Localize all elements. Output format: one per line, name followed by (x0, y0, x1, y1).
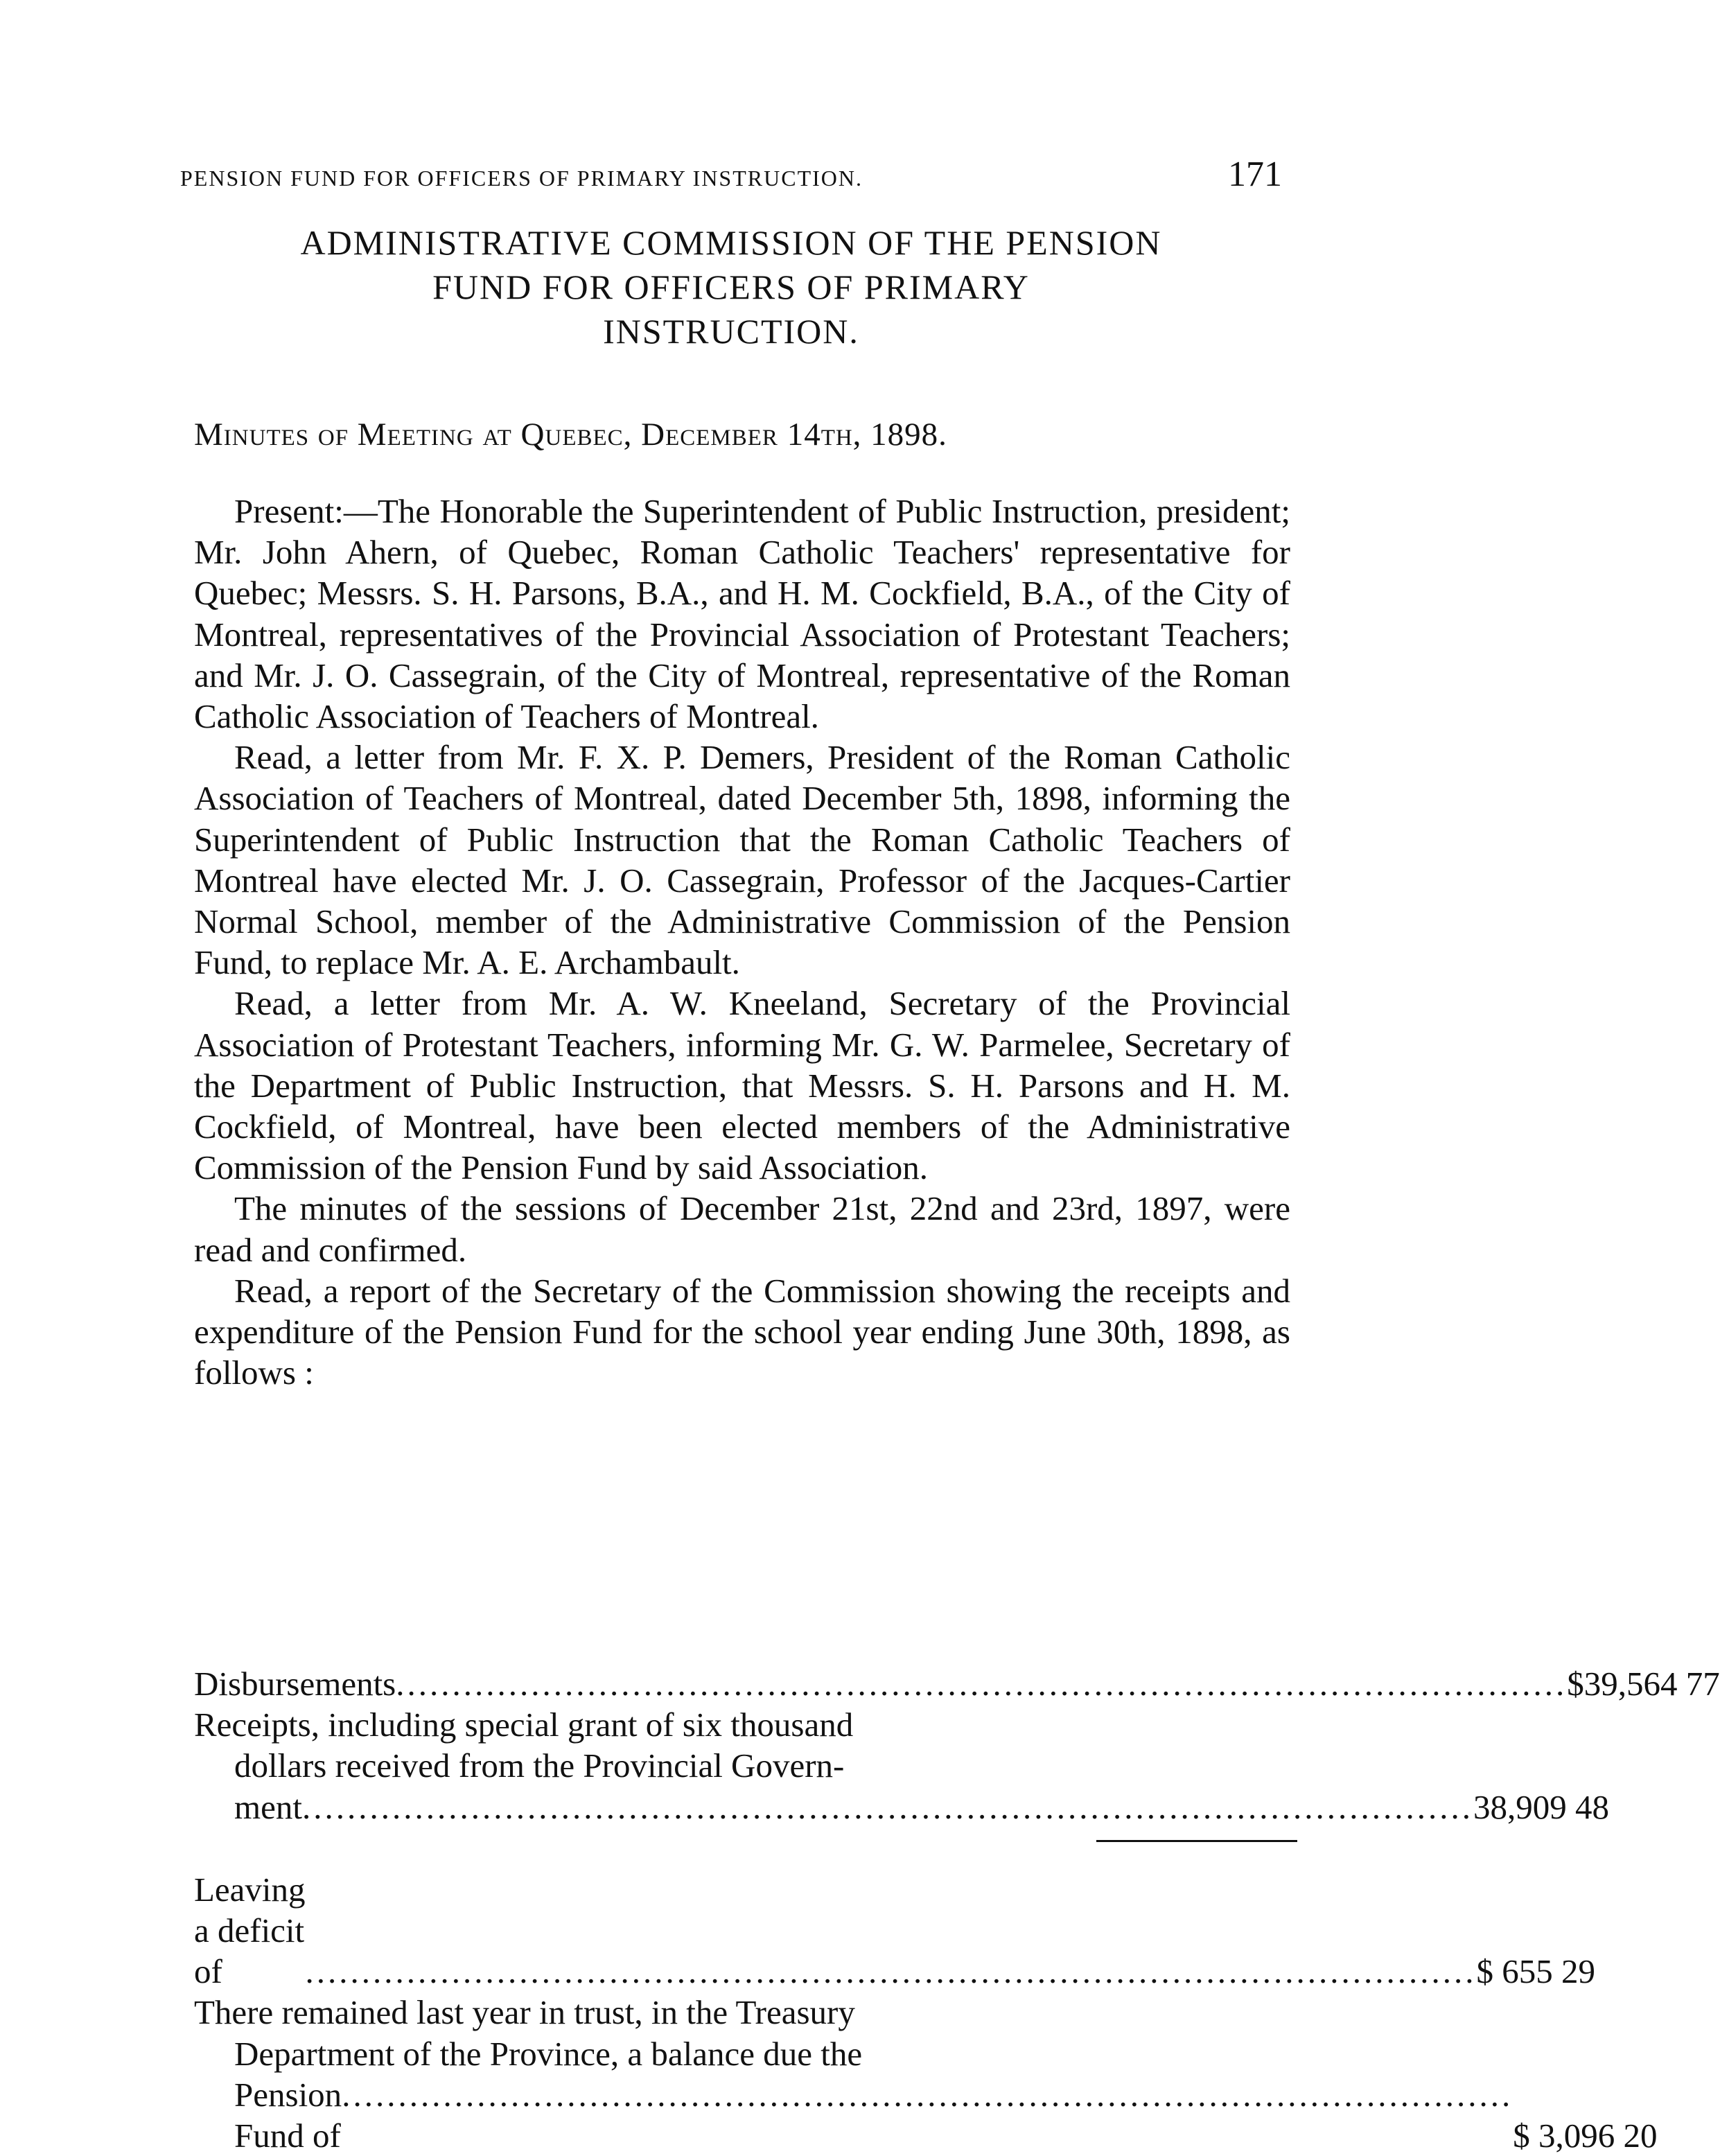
document-title (180, 220, 1282, 353)
sum-rule (1096, 1840, 1297, 1842)
ledger-label: Department of the Province, a balance due the (234, 2034, 863, 2073)
leader-dots: ........................................................................................................ (396, 1665, 1568, 1703)
paragraph-secretary-report: Read, a report of the Secretary of the Commission showing the receipts and expenditure of the Pension Fund for the school year ending June 30th, 1898, as follows : (194, 1271, 1290, 1392)
running-head-title: PENSION FUND FOR OFFICERS OF PRIMARY INSTRUCTION. (180, 166, 863, 191)
minutes-heading: Minutes of Meeting at Quebec, December 14th, 1898. (194, 417, 947, 453)
paragraph-minutes-confirmed: The minutes of the sessions of December 21st, 22nd and 23rd, 1897, were read and confirmed. (194, 1189, 1290, 1269)
page-number: 171 (1228, 155, 1282, 194)
ledger-label: dollars received from the Provincial Govern- (234, 1746, 845, 1785)
minutes-body (194, 491, 1290, 1393)
ledger-amount: $ 3,096 20 (1513, 2116, 1658, 2155)
title-line: INSTRUCTION. (603, 312, 859, 351)
ledger-amount: $ 655 29 (1476, 1952, 1596, 1991)
title-line: ADMINISTRATIVE COMMISSION OF THE PENSION (300, 223, 1162, 262)
ledger-label: Pension Fund of (234, 2075, 342, 2155)
ledger-label: There remained last year in trust, in the Treasury (194, 1993, 855, 2032)
ledger-amount: 38,909 48 (1473, 1787, 1609, 1826)
ledger-row-receipts (194, 1704, 1609, 1828)
title-line: FUND FOR OFFICERS OF PRIMARY (432, 268, 1030, 306)
leader-dots: ........................................................................................................ (342, 2075, 1513, 2114)
paragraph-present: Present:—The Honorable the Superintendent of Public Instruction, president; Mr. John Ahern, of Quebec, Roman Catholic Teachers' representative for Quebec; Messrs. S. H. Parsons, B.A., and H. M. Cockfield, B.A., of the City of Montreal, representatives of the Provincial Association of Protestant Teachers; and Mr. J. O. Cassegrain, of the City of Montreal, representative of the Roman Catholic Association of Teachers of Montreal. (194, 492, 1290, 736)
ledger-label: ment (234, 1787, 302, 1826)
leader-dots: ........................................................................................................ (305, 1952, 1477, 1991)
paragraph-kneeland-letter: Read, a letter from Mr. A. W. Kneeland, Secretary of the Provincial Association of Protestant Teachers, informing Mr. G. W. Parmelee, Secretary of the Department of Public Instruction, that Messrs. S. H. Parsons and H. M. Cockfield, of Montreal, have been elected members of the Administrative Commission of the Pension Fund by said Association. (194, 984, 1290, 1187)
running-head (180, 154, 1282, 195)
ledger-row-deficit (194, 1869, 1596, 1992)
ledger-label: Leaving a deficit of (194, 1870, 306, 1991)
ledger-label: Disbursements (194, 1665, 396, 1703)
ledger-amount: $39,564 77 (1567, 1665, 1720, 1703)
leader-dots: ........................................................................................................ (301, 1787, 1473, 1826)
paragraph-demers-letter: Read, a letter from Mr. F. X. P. Demers, President of the Roman Catholic Association of Teachers of Montreal, dated December 5th, 1898, informing the Superintendent of Public Instruction that the Roman Catholic Teachers of Montreal have elected Mr. J. O. Cassegrain, Professor of the Jacques-Cartier Normal School, member of the Administrative Commission of the Pension Fund, to replace Mr. A. E. Archambault. (194, 738, 1290, 982)
ledger-label: Receipts, including special grant of six thousand (194, 1706, 854, 1744)
sum-rule-row (194, 1828, 1290, 1855)
financial-statement (194, 1663, 1720, 2156)
ledger-row-disbursements (194, 1663, 1720, 1704)
ledger-row-balance (194, 1992, 1658, 2156)
